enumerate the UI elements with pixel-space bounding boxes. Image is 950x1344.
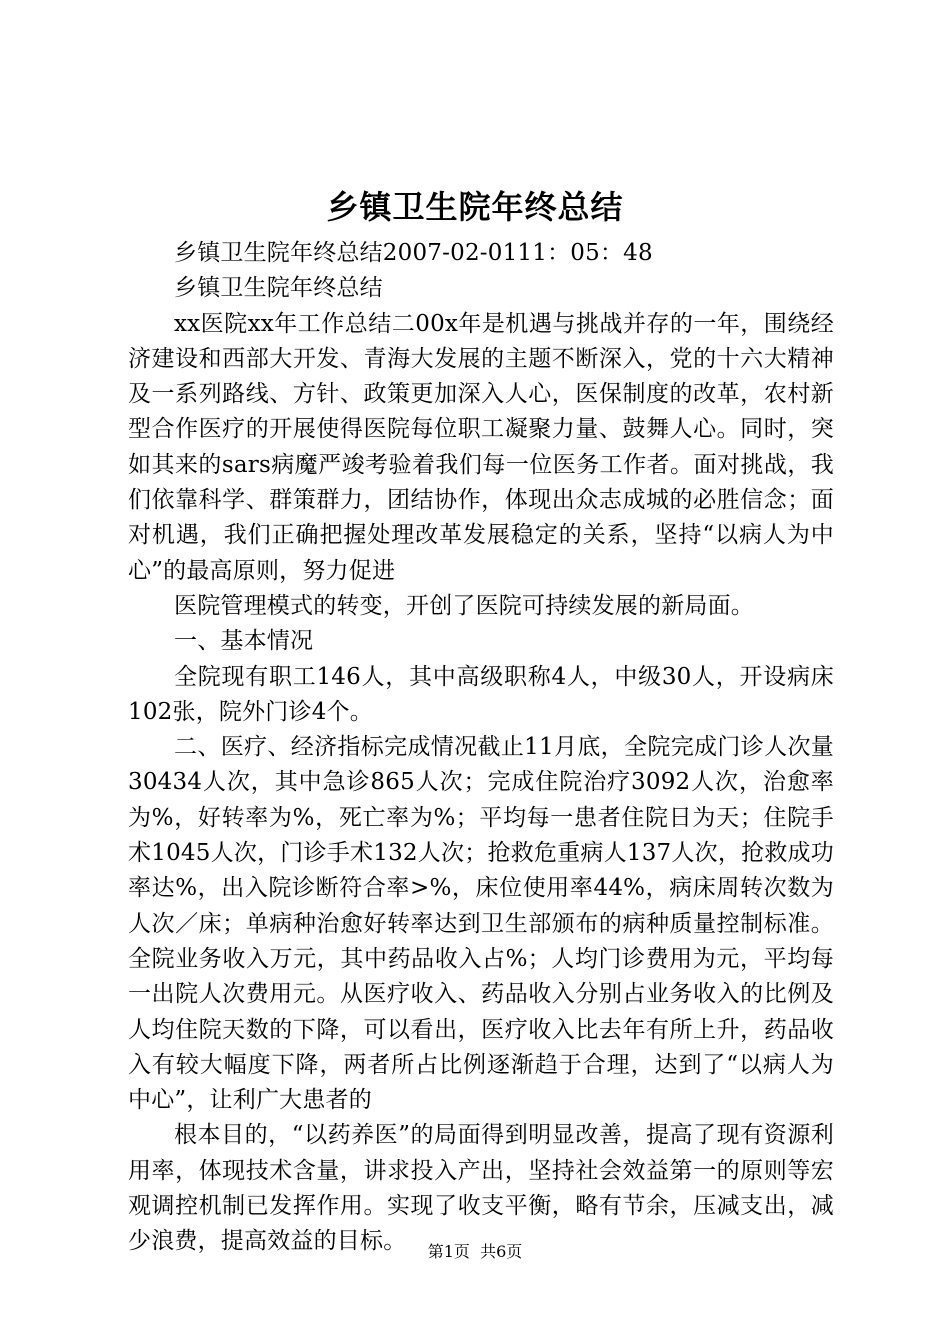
- paragraph-staff: 全院现有职工146人，其中高级职称4人，中级30人，开设病床102张，院外门诊4个。: [128, 663, 834, 725]
- paragraph-intro-continued: 医院管理模式的转变，开创了医院可持续发展的新局面。: [174, 592, 754, 619]
- paragraph-header-line: 乡镇卫生院年终总结2007-02-0111：05：48: [174, 240, 653, 266]
- document-body: [128, 236, 834, 1260]
- page-number: 第1页: [427, 1242, 470, 1261]
- paragraph-intro: xx医院xx年工作总结二00x年是机遇与挑战并存的一年，围绕经济建设和西部大开发、青海大发展的主题不断深入，党的十六大精神及一系列路线、方针、政策更加深入人心，医保制度的改革，农村新型合作医疗的开展使得医院每位职工凝聚力量、鼓舞人心。同时，突如其来的sars病魔严竣考验着我们每一位医务工作者。面对挑战，我们依靠科学、群策群力，团结协作，体现出众志成城的必胜信念；面对机遇，我们正确把握处理改革发展稳定的关系，坚持“以病人为中心”的最高原则，努力促进: [128, 310, 834, 584]
- paragraph-subtitle: 乡镇卫生院年终总结: [174, 275, 383, 302]
- section-heading-basic-situation: 一、基本情况: [174, 628, 314, 655]
- page-footer: [0, 1240, 950, 1264]
- page-total: 共6页: [480, 1242, 523, 1261]
- paragraph-indicators: 二、医疗、经济指标完成情况截止11月底，全院完成门诊人次量30434人次，其中急诊865人次；完成住院治疗3092人次，治愈率为%，好转率为%，死亡率为%；平均每一患者住院日为天；住院手术1045人次，门诊手术132人次；抢救危重病人137人次，抢救成功率达%，出入院诊断符合率>%，床位使用率44%，病床周转次数为人次／床；单病种治愈好转率达到卫生部颁布的病种质量控制标准。全院业务收入万元，其中药品收入占%；人均门诊费用为元，平均每一出院人次费用元。从医疗收入、药品收入分别占业务收入的比例及人均住院天数的下降，可以看出，医疗收入比去年有所上升，药品收入有较大幅度下降，两者所占比例逐渐趋于合理，达到了“以病人为中心”，让利广大患者的: [128, 734, 834, 1114]
- paragraph-conclusion: 根本目的，“以药养医”的局面得到明显改善，提高了现有资源利用率，体现技术含量，讲求投入产出，坚持社会效益第一的原则等宏观调控机制已发挥作用。实现了收支平衡，略有节余，压减支出，减少浪费，提高效益的目标。: [128, 1122, 834, 1255]
- document-title: 乡镇卫生院年终总结: [326, 188, 624, 226]
